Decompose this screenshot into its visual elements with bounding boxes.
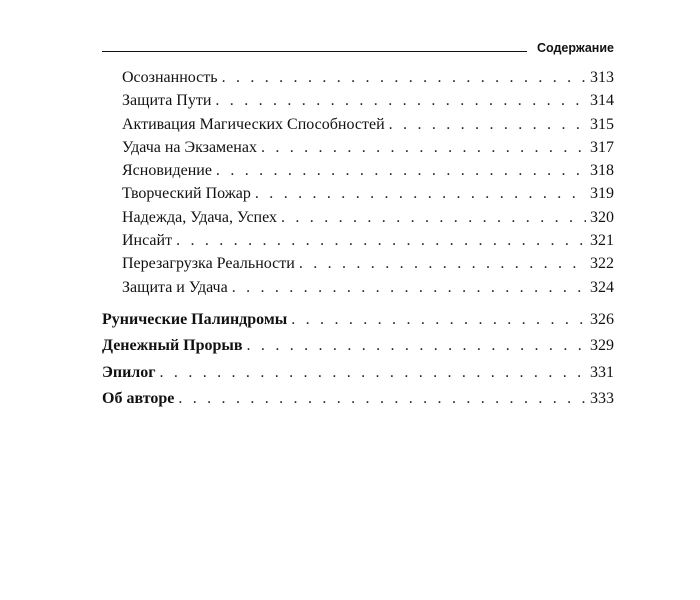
dot-leader [216, 159, 586, 182]
toc-entry-label: Защита и Удача [122, 278, 228, 296]
toc-entry-label: Творческий Пожар [122, 185, 251, 203]
toc-chapter-page: 329 [590, 337, 614, 355]
toc-entry [102, 252, 614, 275]
dot-leader [232, 276, 586, 299]
toc-entry [102, 229, 614, 252]
toc-entry-page: 320 [590, 208, 614, 226]
toc-chapter-page: 326 [590, 310, 614, 328]
toc-entry-label: Перезагрузка Реальности [122, 255, 295, 273]
toc-chapter-label: Рунические Палиндромы [102, 310, 288, 328]
toc-chapter-page: 333 [590, 390, 614, 408]
toc-entry [102, 182, 614, 205]
toc-entry-label: Надежда, Удача, Успех [122, 208, 277, 226]
toc-entry-label: Инсайт [122, 232, 173, 250]
header-title: Содержание [536, 41, 614, 55]
dot-leader [261, 136, 586, 159]
toc-entry-page: 315 [590, 115, 614, 133]
header-rule [102, 51, 527, 52]
toc-entry-page: 321 [590, 232, 614, 250]
toc-entry [102, 206, 614, 229]
toc-chapter-label: Об авторе [102, 390, 175, 408]
toc-entry-page: 319 [590, 185, 614, 203]
toc-entry-label: Удача на Экзаменах [122, 138, 257, 156]
toc-entry [102, 113, 614, 136]
toc-entry-page: 318 [590, 162, 614, 180]
toc-entry-page: 324 [590, 278, 614, 296]
toc-chapter-entry [102, 386, 614, 413]
toc-chapter-page: 331 [590, 363, 614, 381]
toc-chapter-entry [102, 360, 614, 387]
toc-entry-page: 314 [590, 92, 614, 110]
toc-chapter-label: Денежный Прорыв [102, 337, 243, 355]
toc-entry-page: 322 [590, 255, 614, 273]
toc-entry [102, 89, 614, 112]
toc-entry-label: Осознанность [122, 69, 218, 86]
running-header [102, 36, 614, 56]
toc-entry [102, 66, 614, 89]
dot-leader [291, 307, 586, 334]
dot-leader [176, 229, 586, 252]
dot-leader [255, 182, 586, 205]
table-of-contents [102, 66, 614, 413]
dot-leader [247, 333, 586, 360]
dot-leader [160, 360, 586, 387]
dot-leader [389, 113, 586, 136]
toc-entry-label: Активация Магических Способностей [122, 115, 385, 133]
dot-leader [222, 66, 586, 89]
dot-leader [281, 206, 586, 229]
dot-leader [299, 252, 586, 275]
toc-chapter-label: Эпилог [102, 363, 156, 381]
toc-entry-label: Защита Пути [122, 92, 212, 110]
toc-entry-label: Ясновидение [122, 162, 212, 180]
toc-entry [102, 276, 614, 299]
dot-leader [215, 89, 586, 112]
toc-entry [102, 136, 614, 159]
toc-entry-page: 317 [590, 138, 614, 156]
toc-chapter-entry [102, 333, 614, 360]
toc-entry-page: 313 [590, 69, 614, 86]
toc-chapter-entry [102, 307, 614, 334]
dot-leader [178, 386, 586, 413]
toc-entry [102, 159, 614, 182]
